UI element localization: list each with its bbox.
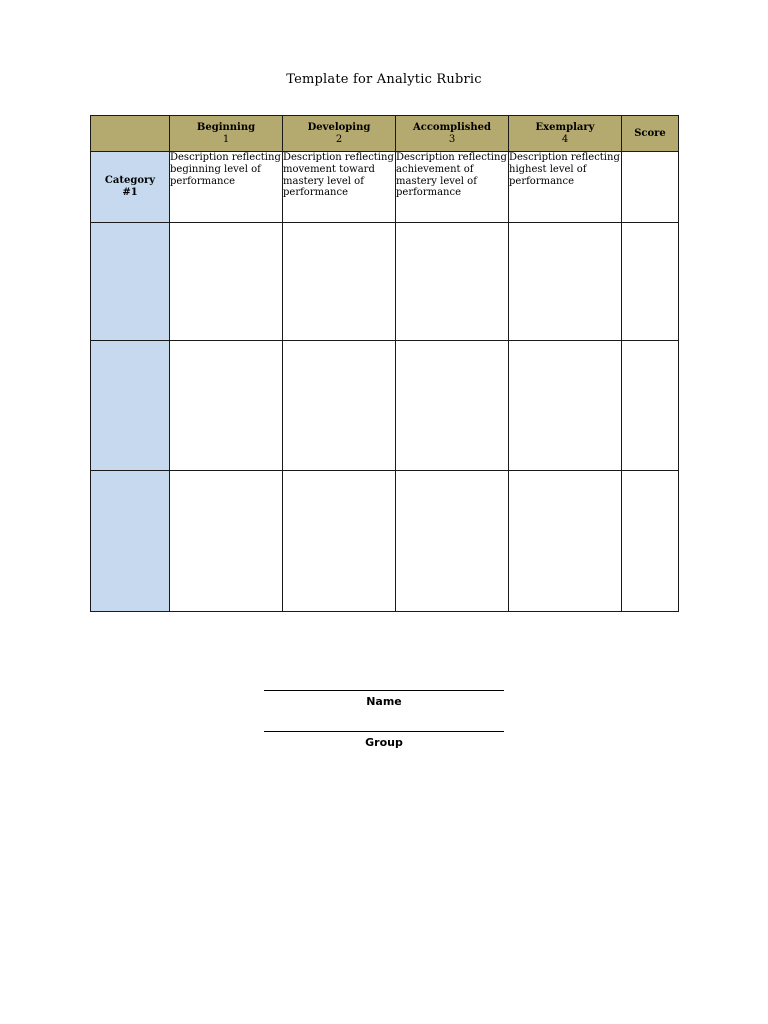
description-cell-developing: Description reflecting movement toward mastery level of performance xyxy=(283,152,396,223)
header-level-number: 1 xyxy=(222,133,230,145)
header-score-label: Score xyxy=(634,127,666,139)
category-cell xyxy=(91,152,170,223)
header-level-number: 2 xyxy=(335,133,343,145)
header-corner-cell xyxy=(91,116,170,152)
rubric-empty-cell xyxy=(283,471,396,612)
header-score xyxy=(622,116,679,152)
rubric-empty-cell xyxy=(509,341,622,471)
rubric-table xyxy=(90,115,679,612)
header-level-number: 3 xyxy=(448,133,456,145)
score-cell xyxy=(622,223,679,341)
header-level-developing xyxy=(283,116,396,152)
score-cell xyxy=(622,341,679,471)
rubric-empty-cell xyxy=(170,223,283,341)
rubric-row-empty xyxy=(91,223,679,341)
rubric-empty-cell xyxy=(170,341,283,471)
category-number: #1 xyxy=(122,187,138,198)
name-label: Name xyxy=(366,695,402,708)
rubric-row-empty xyxy=(91,341,679,471)
rubric-empty-cell xyxy=(509,471,622,612)
header-level-label: Beginning xyxy=(196,121,256,133)
rubric-row-category-1 xyxy=(91,152,679,223)
rubric-empty-cell xyxy=(509,223,622,341)
header-level-accomplished xyxy=(396,116,509,152)
description-cell-accomplished: Description reflecting achievement of mastery level of performance xyxy=(396,152,509,223)
header-level-number: 4 xyxy=(561,133,569,145)
header-level-exemplary xyxy=(509,116,622,152)
category-label: Category xyxy=(104,175,156,186)
rubric-empty-cell xyxy=(396,223,509,341)
group-signature-block xyxy=(0,731,768,749)
header-level-label: Accomplished xyxy=(412,121,492,133)
rubric-header-row xyxy=(91,116,679,152)
rubric-empty-cell xyxy=(396,471,509,612)
header-level-label: Developing xyxy=(307,121,371,133)
header-level-label: Exemplary xyxy=(535,121,595,133)
document-title: Template for Analytic Rubric xyxy=(286,72,482,87)
name-signature-line xyxy=(264,690,504,691)
header-level-beginning xyxy=(170,116,283,152)
rubric-row-empty xyxy=(91,471,679,612)
category-cell xyxy=(91,223,170,341)
score-cell xyxy=(622,152,679,223)
score-cell xyxy=(622,471,679,612)
rubric-empty-cell xyxy=(170,471,283,612)
group-signature-line xyxy=(264,731,504,732)
rubric-empty-cell xyxy=(283,223,396,341)
group-label: Group xyxy=(365,736,403,749)
name-signature-block xyxy=(0,690,768,708)
category-cell xyxy=(91,341,170,471)
category-cell xyxy=(91,471,170,612)
description-cell-exemplary: Description reflecting highest level of performance xyxy=(509,152,622,223)
rubric-empty-cell xyxy=(283,341,396,471)
rubric-empty-cell xyxy=(396,341,509,471)
description-cell-beginning: Description reflecting beginning level of performance xyxy=(170,152,283,223)
